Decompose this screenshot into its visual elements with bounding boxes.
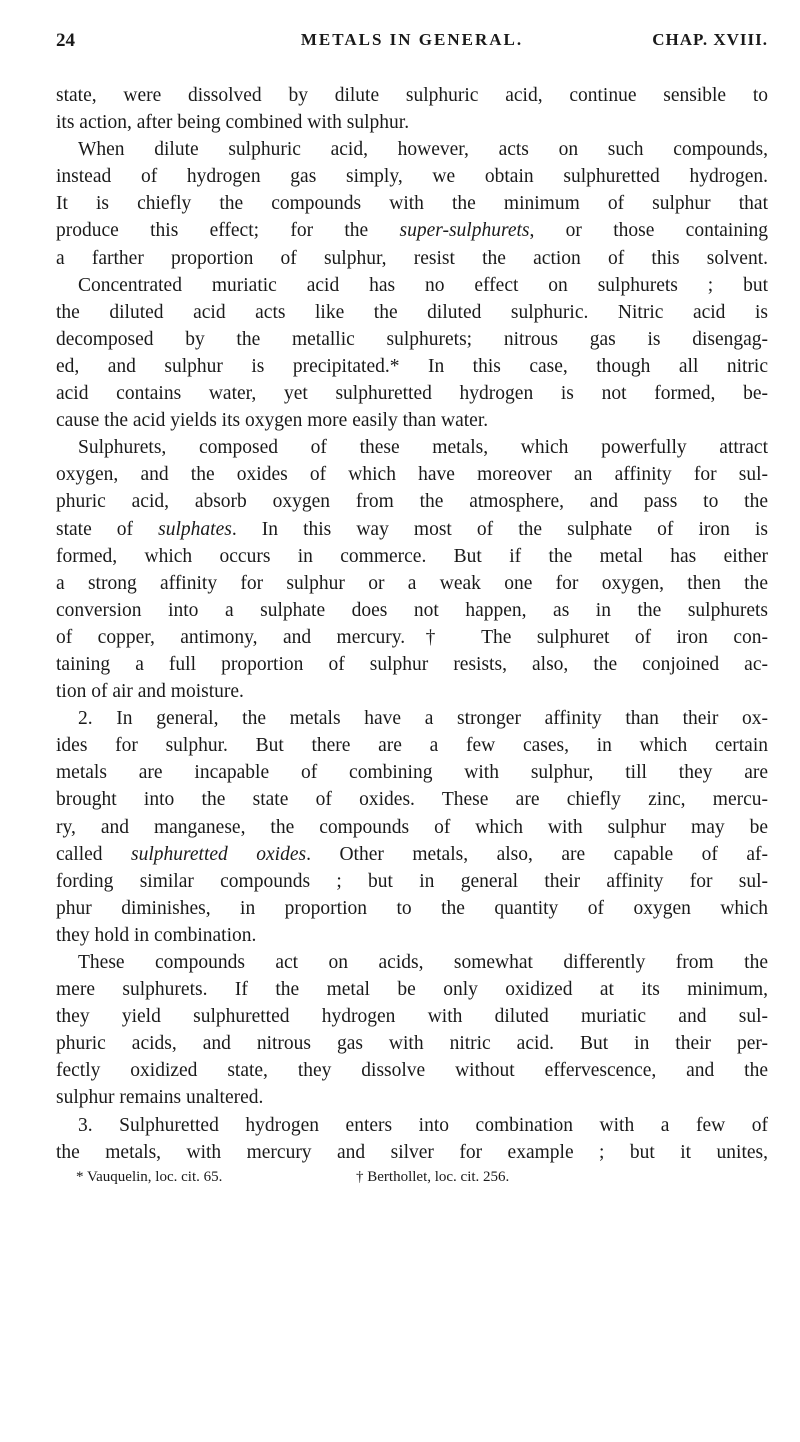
text-line: It is chiefly the compounds with the minimum of sulphur that (56, 193, 768, 215)
running-title: METALS IN GENERAL. (300, 30, 524, 49)
text-line: state, were dissolved by dilute sulphuric acid, continue sensible to (56, 85, 768, 106)
text-line: of copper, antimony, and mercury.† The sulphuret of iron con- (56, 626, 768, 648)
text-fragment: , or those containing (529, 220, 768, 242)
text-line: acid contains water, yet sulphuretted hydrogen is not formed, be- (56, 383, 768, 405)
text-line: 3. Sulphuretted hydrogen enters into combination with a few of (78, 1114, 768, 1136)
text-line: phuric acid, absorb oxygen from the atmosphere, and pass to the (56, 491, 768, 513)
text-line: they hold in combination. (56, 924, 257, 946)
text-line: metals are incapable of combining with sulphur, till they are (56, 762, 768, 784)
text-line: These compounds act on acids, somewhat differently from the (78, 952, 768, 973)
text-line: Concentrated muriatic acid has no effect on sulphurets ; but (78, 274, 768, 296)
text-line: ed, and sulphur is precipitated.* In this case, though all nitric (56, 355, 768, 377)
text-fragment: . Other metals, also, are capable of af- (306, 843, 768, 865)
italic-term: super-sulphurets (399, 220, 530, 242)
italic-term: sulphuretted oxides (131, 843, 307, 865)
text-fragment: produce this effect; for the (56, 220, 400, 242)
footnote-berthollet: † Berthollet, loc. cit. 256. (356, 1168, 510, 1185)
footnote-vauquelin: * Vauquelin, loc. cit. 65. (76, 1168, 223, 1185)
text-line: When dilute sulphuric acid, however, acts on such compounds, (78, 139, 768, 161)
text-line: oxygen, and the oxides of which have moreover an affinity for sul- (56, 464, 768, 486)
text-line (56, 516, 768, 543)
page-number: 24 (56, 30, 75, 51)
text-line: its action, after being combined with sulphur. (56, 112, 410, 134)
text-line: the diluted acid acts like the diluted sulphuric. Nitric acid is (56, 301, 768, 323)
text-line (56, 841, 768, 868)
text-line: Sulphurets, composed of these metals, which powerfully attract (78, 437, 768, 459)
text-line: fording similar compounds ; but in general their affinity for sul- (56, 870, 768, 892)
text-fragment: . In this way most of the sulphate of iron is (231, 518, 768, 540)
text-line: a farther proportion of sulphur, resist the action of this solvent. (56, 247, 768, 269)
text-line: conversion into a sulphate does not happen, as in the sulphurets (56, 599, 768, 621)
book-page (56, 30, 768, 1190)
text-line: formed, which occurs in commerce. But if the metal has either (56, 545, 768, 567)
text-line: they yield sulphuretted hydrogen with diluted muriatic and sul- (56, 1006, 768, 1028)
text-line: instead of hydrogen gas simply, we obtain sulphuretted hydrogen. (56, 166, 768, 188)
text-line: mere sulphurets. If the metal be only oxidized at its minimum, (56, 979, 768, 1001)
text-line: phuric acids, and nitrous gas with nitric acid. But in their per- (56, 1033, 768, 1055)
text-line: brought into the state of oxides. These are chiefly zinc, mercu- (56, 789, 768, 811)
text-fragment: called (56, 843, 132, 865)
text-line (56, 217, 768, 244)
text-line: decomposed by the metallic sulphurets; nitrous gas is disengag- (56, 328, 768, 350)
text-line: ides for sulphur. But there are a few cases, in which certain (56, 735, 768, 757)
text-line: tion of air and moisture. (56, 681, 244, 703)
body-text (56, 82, 768, 1166)
text-line: the metals, with mercury and silver for example ; but it unites, (56, 1141, 768, 1163)
chapter-label: CHAP. XVIII. (652, 30, 768, 49)
text-line: sulphur remains unaltered. (56, 1087, 264, 1109)
text-fragment: state of (56, 518, 159, 540)
text-line: a strong affinity for sulphur or a weak one for oxygen, then the (56, 572, 768, 594)
running-head (56, 30, 768, 60)
footnotes (56, 1166, 768, 1190)
text-line: fectly oxidized state, they dissolve without effervescence, and the (56, 1060, 768, 1082)
text-line: cause the acid yields its oxygen more easily than water. (56, 410, 489, 432)
text-line: 2. In general, the metals have a stronger affinity than their ox- (78, 708, 768, 730)
text-line: phur diminishes, in proportion to the quantity of oxygen which (56, 897, 768, 919)
text-line: ry, and manganese, the compounds of which with sulphur may be (56, 816, 768, 838)
text-line: taining a full proportion of sulphur resists, also, the conjoined ac- (56, 653, 768, 675)
italic-term: sulphates (158, 518, 232, 540)
